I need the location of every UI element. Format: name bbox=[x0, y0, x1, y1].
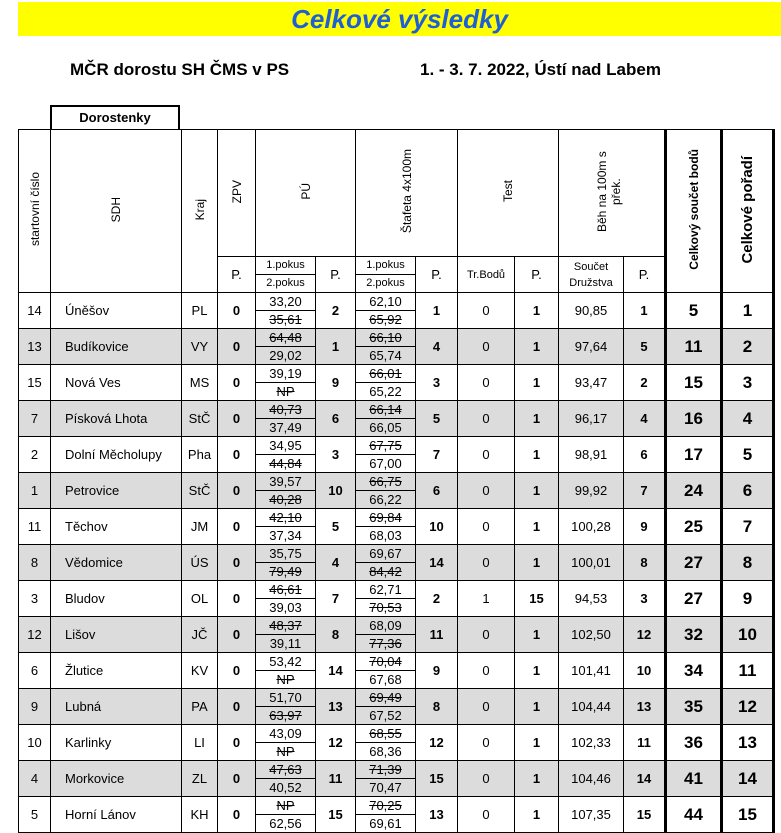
cell-pu-attempts: 48,37 39,11 bbox=[256, 617, 316, 653]
cell-zpv: 0 bbox=[218, 689, 256, 725]
header-zpv: ZPV bbox=[218, 130, 256, 257]
cell-total-rank: 2 bbox=[722, 329, 774, 365]
table-row bbox=[19, 797, 774, 833]
cell-relay-p: 1 bbox=[416, 293, 458, 329]
cell-relay-p: 10 bbox=[416, 509, 458, 545]
cell-start: 13 bbox=[19, 329, 51, 365]
cell-sdh: Horní Lánov bbox=[51, 797, 182, 833]
cell-relay-attempts: 69,49 67,52 bbox=[356, 689, 416, 725]
table-row bbox=[19, 545, 774, 581]
cell-sdh: Petrovice bbox=[51, 473, 182, 509]
cell-zpv: 0 bbox=[218, 653, 256, 689]
sub-pu-attempts: 1.pokus 2.pokus bbox=[256, 257, 316, 293]
cell-test-p: 1 bbox=[515, 473, 559, 509]
cell-run-sum: 100,28 bbox=[559, 509, 624, 545]
cell-relay-attempts: 68,09 77,36 bbox=[356, 617, 416, 653]
table-row bbox=[19, 293, 774, 329]
cell-run-sum: 104,46 bbox=[559, 761, 624, 797]
cell-relay-p: 3 bbox=[416, 365, 458, 401]
cell-test-p: 1 bbox=[515, 545, 559, 581]
cell-relay-p: 7 bbox=[416, 437, 458, 473]
cell-pu-p: 5 bbox=[316, 509, 356, 545]
cell-zpv: 0 bbox=[218, 329, 256, 365]
sub-test-p: P. bbox=[515, 257, 559, 293]
table-row bbox=[19, 581, 774, 617]
sub-test-points: Tr.Bodů bbox=[458, 257, 515, 293]
sub-run-p: P. bbox=[624, 257, 666, 293]
event-date-place: 1. - 3. 7. 2022, Ústí nad Labem bbox=[420, 60, 661, 79]
cell-total-points: 11 bbox=[666, 329, 722, 365]
cell-pu-p: 8 bbox=[316, 617, 356, 653]
cell-total-points: 16 bbox=[666, 401, 722, 437]
cell-relay-p: 4 bbox=[416, 329, 458, 365]
cell-zpv: 0 bbox=[218, 293, 256, 329]
cell-total-points: 36 bbox=[666, 725, 722, 761]
cell-total-points: 35 bbox=[666, 689, 722, 725]
cell-test-p: 1 bbox=[515, 293, 559, 329]
cell-region: PA bbox=[182, 689, 218, 725]
cell-pu-attempts: 39,57 40,28 bbox=[256, 473, 316, 509]
cell-pu-p: 12 bbox=[316, 725, 356, 761]
cell-total-points: 34 bbox=[666, 653, 722, 689]
cell-run-p: 12 bbox=[624, 617, 666, 653]
table-row bbox=[19, 365, 774, 401]
cell-total-points: 15 bbox=[666, 365, 722, 401]
cell-run-p: 14 bbox=[624, 761, 666, 797]
sub-run-sum: Součet Družstva bbox=[559, 257, 624, 293]
cell-pu-attempts: 64,48 29,02 bbox=[256, 329, 316, 365]
cell-run-sum: 98,91 bbox=[559, 437, 624, 473]
cell-run-sum: 100,01 bbox=[559, 545, 624, 581]
header-test: Test bbox=[458, 130, 559, 257]
table-row bbox=[19, 437, 774, 473]
cell-total-rank: 5 bbox=[722, 437, 774, 473]
cell-pu-p: 4 bbox=[316, 545, 356, 581]
cell-total-points: 41 bbox=[666, 761, 722, 797]
cell-start: 6 bbox=[19, 653, 51, 689]
cell-region: KH bbox=[182, 797, 218, 833]
cell-test-p: 1 bbox=[515, 761, 559, 797]
cell-relay-attempts: 67,75 67,00 bbox=[356, 437, 416, 473]
cell-pu-attempts: 42,10 37,34 bbox=[256, 509, 316, 545]
cell-region: MS bbox=[182, 365, 218, 401]
cell-relay-attempts: 69,67 84,42 bbox=[356, 545, 416, 581]
cell-relay-attempts: 62,71 70,53 bbox=[356, 581, 416, 617]
cell-region: OL bbox=[182, 581, 218, 617]
cell-region: PL bbox=[182, 293, 218, 329]
cell-region: VY bbox=[182, 329, 218, 365]
cell-test-points: 0 bbox=[458, 689, 515, 725]
cell-region: LI bbox=[182, 725, 218, 761]
cell-pu-attempts: 40,73 37,49 bbox=[256, 401, 316, 437]
cell-total-rank: 3 bbox=[722, 365, 774, 401]
sub-relay-p: P. bbox=[416, 257, 458, 293]
cell-pu-p: 6 bbox=[316, 401, 356, 437]
cell-relay-p: 6 bbox=[416, 473, 458, 509]
cell-start: 8 bbox=[19, 545, 51, 581]
cell-total-rank: 13 bbox=[722, 725, 774, 761]
header-region: Kraj bbox=[182, 130, 218, 293]
cell-test-p: 1 bbox=[515, 509, 559, 545]
cell-pu-p: 9 bbox=[316, 365, 356, 401]
cell-test-points: 0 bbox=[458, 725, 515, 761]
cell-relay-attempts: 69,84 68,03 bbox=[356, 509, 416, 545]
header-start-number: startovní číslo bbox=[19, 130, 51, 293]
cell-sdh: Lišov bbox=[51, 617, 182, 653]
cell-region: StČ bbox=[182, 401, 218, 437]
cell-run-p: 8 bbox=[624, 545, 666, 581]
cell-total-rank: 7 bbox=[722, 509, 774, 545]
cell-pu-attempts: 43,09 NP bbox=[256, 725, 316, 761]
cell-start: 2 bbox=[19, 437, 51, 473]
cell-relay-attempts: 66,01 65,22 bbox=[356, 365, 416, 401]
cell-pu-p: 7 bbox=[316, 581, 356, 617]
cell-test-points: 0 bbox=[458, 329, 515, 365]
cell-sdh: Dolní Měcholupy bbox=[51, 437, 182, 473]
cell-zpv: 0 bbox=[218, 365, 256, 401]
cell-relay-p: 14 bbox=[416, 545, 458, 581]
cell-sdh: Budíkovice bbox=[51, 329, 182, 365]
cell-total-points: 27 bbox=[666, 545, 722, 581]
cell-region: JČ bbox=[182, 617, 218, 653]
cell-pu-attempts: 47,63 40,52 bbox=[256, 761, 316, 797]
table-row bbox=[19, 509, 774, 545]
cell-test-points: 1 bbox=[458, 581, 515, 617]
event-name: MČR dorostu SH ČMS v PS bbox=[70, 60, 290, 79]
cell-zpv: 0 bbox=[218, 437, 256, 473]
cell-pu-attempts: 39,19 NP bbox=[256, 365, 316, 401]
cell-pu-p: 1 bbox=[316, 329, 356, 365]
table-row bbox=[19, 473, 774, 509]
cell-relay-p: 11 bbox=[416, 617, 458, 653]
table-header-row bbox=[19, 130, 774, 257]
header-run: Běh na 100m s přek. bbox=[559, 130, 666, 257]
cell-test-p: 1 bbox=[515, 437, 559, 473]
cell-zpv: 0 bbox=[218, 509, 256, 545]
cell-run-p: 3 bbox=[624, 581, 666, 617]
sub-relay-attempts: 1.pokus 2.pokus bbox=[356, 257, 416, 293]
cell-sdh: Písková Lhota bbox=[51, 401, 182, 437]
cell-test-points: 0 bbox=[458, 365, 515, 401]
cell-start: 12 bbox=[19, 617, 51, 653]
cell-test-p: 1 bbox=[515, 797, 559, 833]
cell-run-sum: 94,53 bbox=[559, 581, 624, 617]
sub-zpv-p: P. bbox=[218, 257, 256, 293]
cell-run-p: 4 bbox=[624, 401, 666, 437]
cell-sdh: Morkovice bbox=[51, 761, 182, 797]
cell-sdh: Bludov bbox=[51, 581, 182, 617]
cell-test-points: 0 bbox=[458, 293, 515, 329]
cell-region: KV bbox=[182, 653, 218, 689]
cell-zpv: 0 bbox=[218, 725, 256, 761]
cell-total-points: 17 bbox=[666, 437, 722, 473]
cell-test-points: 0 bbox=[458, 653, 515, 689]
cell-relay-p: 9 bbox=[416, 653, 458, 689]
cell-total-rank: 15 bbox=[722, 797, 774, 833]
results-table bbox=[18, 129, 775, 833]
cell-run-p: 10 bbox=[624, 653, 666, 689]
cell-sdh: Žlutice bbox=[51, 653, 182, 689]
cell-test-p: 1 bbox=[515, 617, 559, 653]
table-row bbox=[19, 617, 774, 653]
cell-test-p: 1 bbox=[515, 329, 559, 365]
cell-pu-p: 13 bbox=[316, 689, 356, 725]
cell-run-p: 7 bbox=[624, 473, 666, 509]
cell-run-sum: 97,64 bbox=[559, 329, 624, 365]
table-row bbox=[19, 329, 774, 365]
cell-start: 4 bbox=[19, 761, 51, 797]
cell-start: 15 bbox=[19, 365, 51, 401]
cell-total-points: 25 bbox=[666, 509, 722, 545]
cell-total-rank: 8 bbox=[722, 545, 774, 581]
cell-sdh: Karlinky bbox=[51, 725, 182, 761]
cell-pu-p: 15 bbox=[316, 797, 356, 833]
cell-pu-p: 3 bbox=[316, 437, 356, 473]
cell-start: 11 bbox=[19, 509, 51, 545]
table-row bbox=[19, 401, 774, 437]
cell-zpv: 0 bbox=[218, 617, 256, 653]
cell-pu-p: 14 bbox=[316, 653, 356, 689]
cell-start: 10 bbox=[19, 725, 51, 761]
cell-run-p: 15 bbox=[624, 797, 666, 833]
cell-pu-attempts: 35,75 79,49 bbox=[256, 545, 316, 581]
cell-pu-attempts: 33,20 35,61 bbox=[256, 293, 316, 329]
cell-zpv: 0 bbox=[218, 401, 256, 437]
cell-pu-p: 10 bbox=[316, 473, 356, 509]
cell-run-p: 11 bbox=[624, 725, 666, 761]
cell-relay-attempts: 71,39 70,47 bbox=[356, 761, 416, 797]
cell-pu-p: 11 bbox=[316, 761, 356, 797]
table-row bbox=[19, 761, 774, 797]
cell-region: ÚS bbox=[182, 545, 218, 581]
cell-pu-p: 2 bbox=[316, 293, 356, 329]
cell-total-rank: 9 bbox=[722, 581, 774, 617]
cell-sdh: Nová Ves bbox=[51, 365, 182, 401]
cell-relay-p: 15 bbox=[416, 761, 458, 797]
cell-sdh: Úněšov bbox=[51, 293, 182, 329]
cell-total-rank: 1 bbox=[722, 293, 774, 329]
cell-run-p: 5 bbox=[624, 329, 666, 365]
cell-region: Pha bbox=[182, 437, 218, 473]
cell-region: JM bbox=[182, 509, 218, 545]
cell-pu-attempts: NP 62,56 bbox=[256, 797, 316, 833]
cell-relay-attempts: 66,14 66,05 bbox=[356, 401, 416, 437]
cell-zpv: 0 bbox=[218, 761, 256, 797]
header-pu: PÚ bbox=[256, 130, 356, 257]
cell-relay-p: 13 bbox=[416, 797, 458, 833]
cell-zpv: 0 bbox=[218, 581, 256, 617]
cell-test-p: 1 bbox=[515, 401, 559, 437]
cell-total-rank: 6 bbox=[722, 473, 774, 509]
cell-test-points: 0 bbox=[458, 401, 515, 437]
cell-sdh: Vědomice bbox=[51, 545, 182, 581]
header-total-rank: Celkové pořadí bbox=[722, 130, 774, 293]
cell-total-points: 44 bbox=[666, 797, 722, 833]
cell-test-p: 15 bbox=[515, 581, 559, 617]
cell-relay-attempts: 70,04 67,68 bbox=[356, 653, 416, 689]
cell-run-sum: 99,92 bbox=[559, 473, 624, 509]
cell-start: 5 bbox=[19, 797, 51, 833]
header-sdh: SDH bbox=[51, 130, 182, 293]
cell-test-points: 0 bbox=[458, 761, 515, 797]
cell-relay-p: 5 bbox=[416, 401, 458, 437]
cell-relay-attempts: 66,75 66,22 bbox=[356, 473, 416, 509]
cell-start: 14 bbox=[19, 293, 51, 329]
cell-relay-attempts: 66,10 65,74 bbox=[356, 329, 416, 365]
cell-relay-attempts: 70,25 69,61 bbox=[356, 797, 416, 833]
cell-total-points: 24 bbox=[666, 473, 722, 509]
page-title: Celkové výsledky bbox=[18, 2, 781, 36]
cell-pu-attempts: 51,70 63,97 bbox=[256, 689, 316, 725]
table-row bbox=[19, 653, 774, 689]
table-row bbox=[19, 689, 774, 725]
cell-run-sum: 90,85 bbox=[559, 293, 624, 329]
cell-total-rank: 12 bbox=[722, 689, 774, 725]
cell-total-rank: 14 bbox=[722, 761, 774, 797]
cell-test-points: 0 bbox=[458, 509, 515, 545]
cell-total-rank: 4 bbox=[722, 401, 774, 437]
cell-total-points: 27 bbox=[666, 581, 722, 617]
cell-relay-p: 12 bbox=[416, 725, 458, 761]
header-relay: Štafeta 4x100m bbox=[356, 130, 458, 257]
cell-relay-p: 8 bbox=[416, 689, 458, 725]
cell-relay-attempts: 62,10 65,92 bbox=[356, 293, 416, 329]
cell-run-p: 13 bbox=[624, 689, 666, 725]
cell-total-points: 32 bbox=[666, 617, 722, 653]
cell-start: 3 bbox=[19, 581, 51, 617]
table-row bbox=[19, 725, 774, 761]
cell-run-sum: 93,47 bbox=[559, 365, 624, 401]
cell-region: StČ bbox=[182, 473, 218, 509]
cell-pu-attempts: 46,61 39,03 bbox=[256, 581, 316, 617]
cell-run-sum: 107,35 bbox=[559, 797, 624, 833]
sub-pu-p: P. bbox=[316, 257, 356, 293]
cell-sdh: Lubná bbox=[51, 689, 182, 725]
cell-test-points: 0 bbox=[458, 473, 515, 509]
cell-zpv: 0 bbox=[218, 545, 256, 581]
cell-test-points: 0 bbox=[458, 545, 515, 581]
cell-test-p: 1 bbox=[515, 725, 559, 761]
category-label: Dorostenky bbox=[50, 105, 180, 130]
cell-run-sum: 102,33 bbox=[559, 725, 624, 761]
cell-relay-attempts: 68,55 68,36 bbox=[356, 725, 416, 761]
cell-test-points: 0 bbox=[458, 437, 515, 473]
cell-pu-attempts: 53,42 NP bbox=[256, 653, 316, 689]
cell-test-p: 1 bbox=[515, 365, 559, 401]
cell-test-points: 0 bbox=[458, 617, 515, 653]
cell-total-rank: 11 bbox=[722, 653, 774, 689]
header-total-points: Celkový součet bodů bbox=[666, 130, 722, 293]
cell-start: 7 bbox=[19, 401, 51, 437]
cell-run-sum: 96,17 bbox=[559, 401, 624, 437]
cell-test-p: 1 bbox=[515, 689, 559, 725]
cell-start: 9 bbox=[19, 689, 51, 725]
cell-start: 1 bbox=[19, 473, 51, 509]
cell-run-p: 1 bbox=[624, 293, 666, 329]
cell-run-sum: 102,50 bbox=[559, 617, 624, 653]
cell-test-p: 1 bbox=[515, 653, 559, 689]
cell-run-sum: 104,44 bbox=[559, 689, 624, 725]
cell-sdh: Těchov bbox=[51, 509, 182, 545]
cell-relay-p: 2 bbox=[416, 581, 458, 617]
cell-region: ZL bbox=[182, 761, 218, 797]
cell-run-p: 2 bbox=[624, 365, 666, 401]
cell-run-sum: 101,41 bbox=[559, 653, 624, 689]
cell-test-points: 0 bbox=[458, 797, 515, 833]
cell-zpv: 0 bbox=[218, 473, 256, 509]
cell-run-p: 9 bbox=[624, 509, 666, 545]
cell-pu-attempts: 34,95 44,84 bbox=[256, 437, 316, 473]
cell-total-rank: 10 bbox=[722, 617, 774, 653]
cell-run-p: 6 bbox=[624, 437, 666, 473]
cell-total-points: 5 bbox=[666, 293, 722, 329]
cell-zpv: 0 bbox=[218, 797, 256, 833]
